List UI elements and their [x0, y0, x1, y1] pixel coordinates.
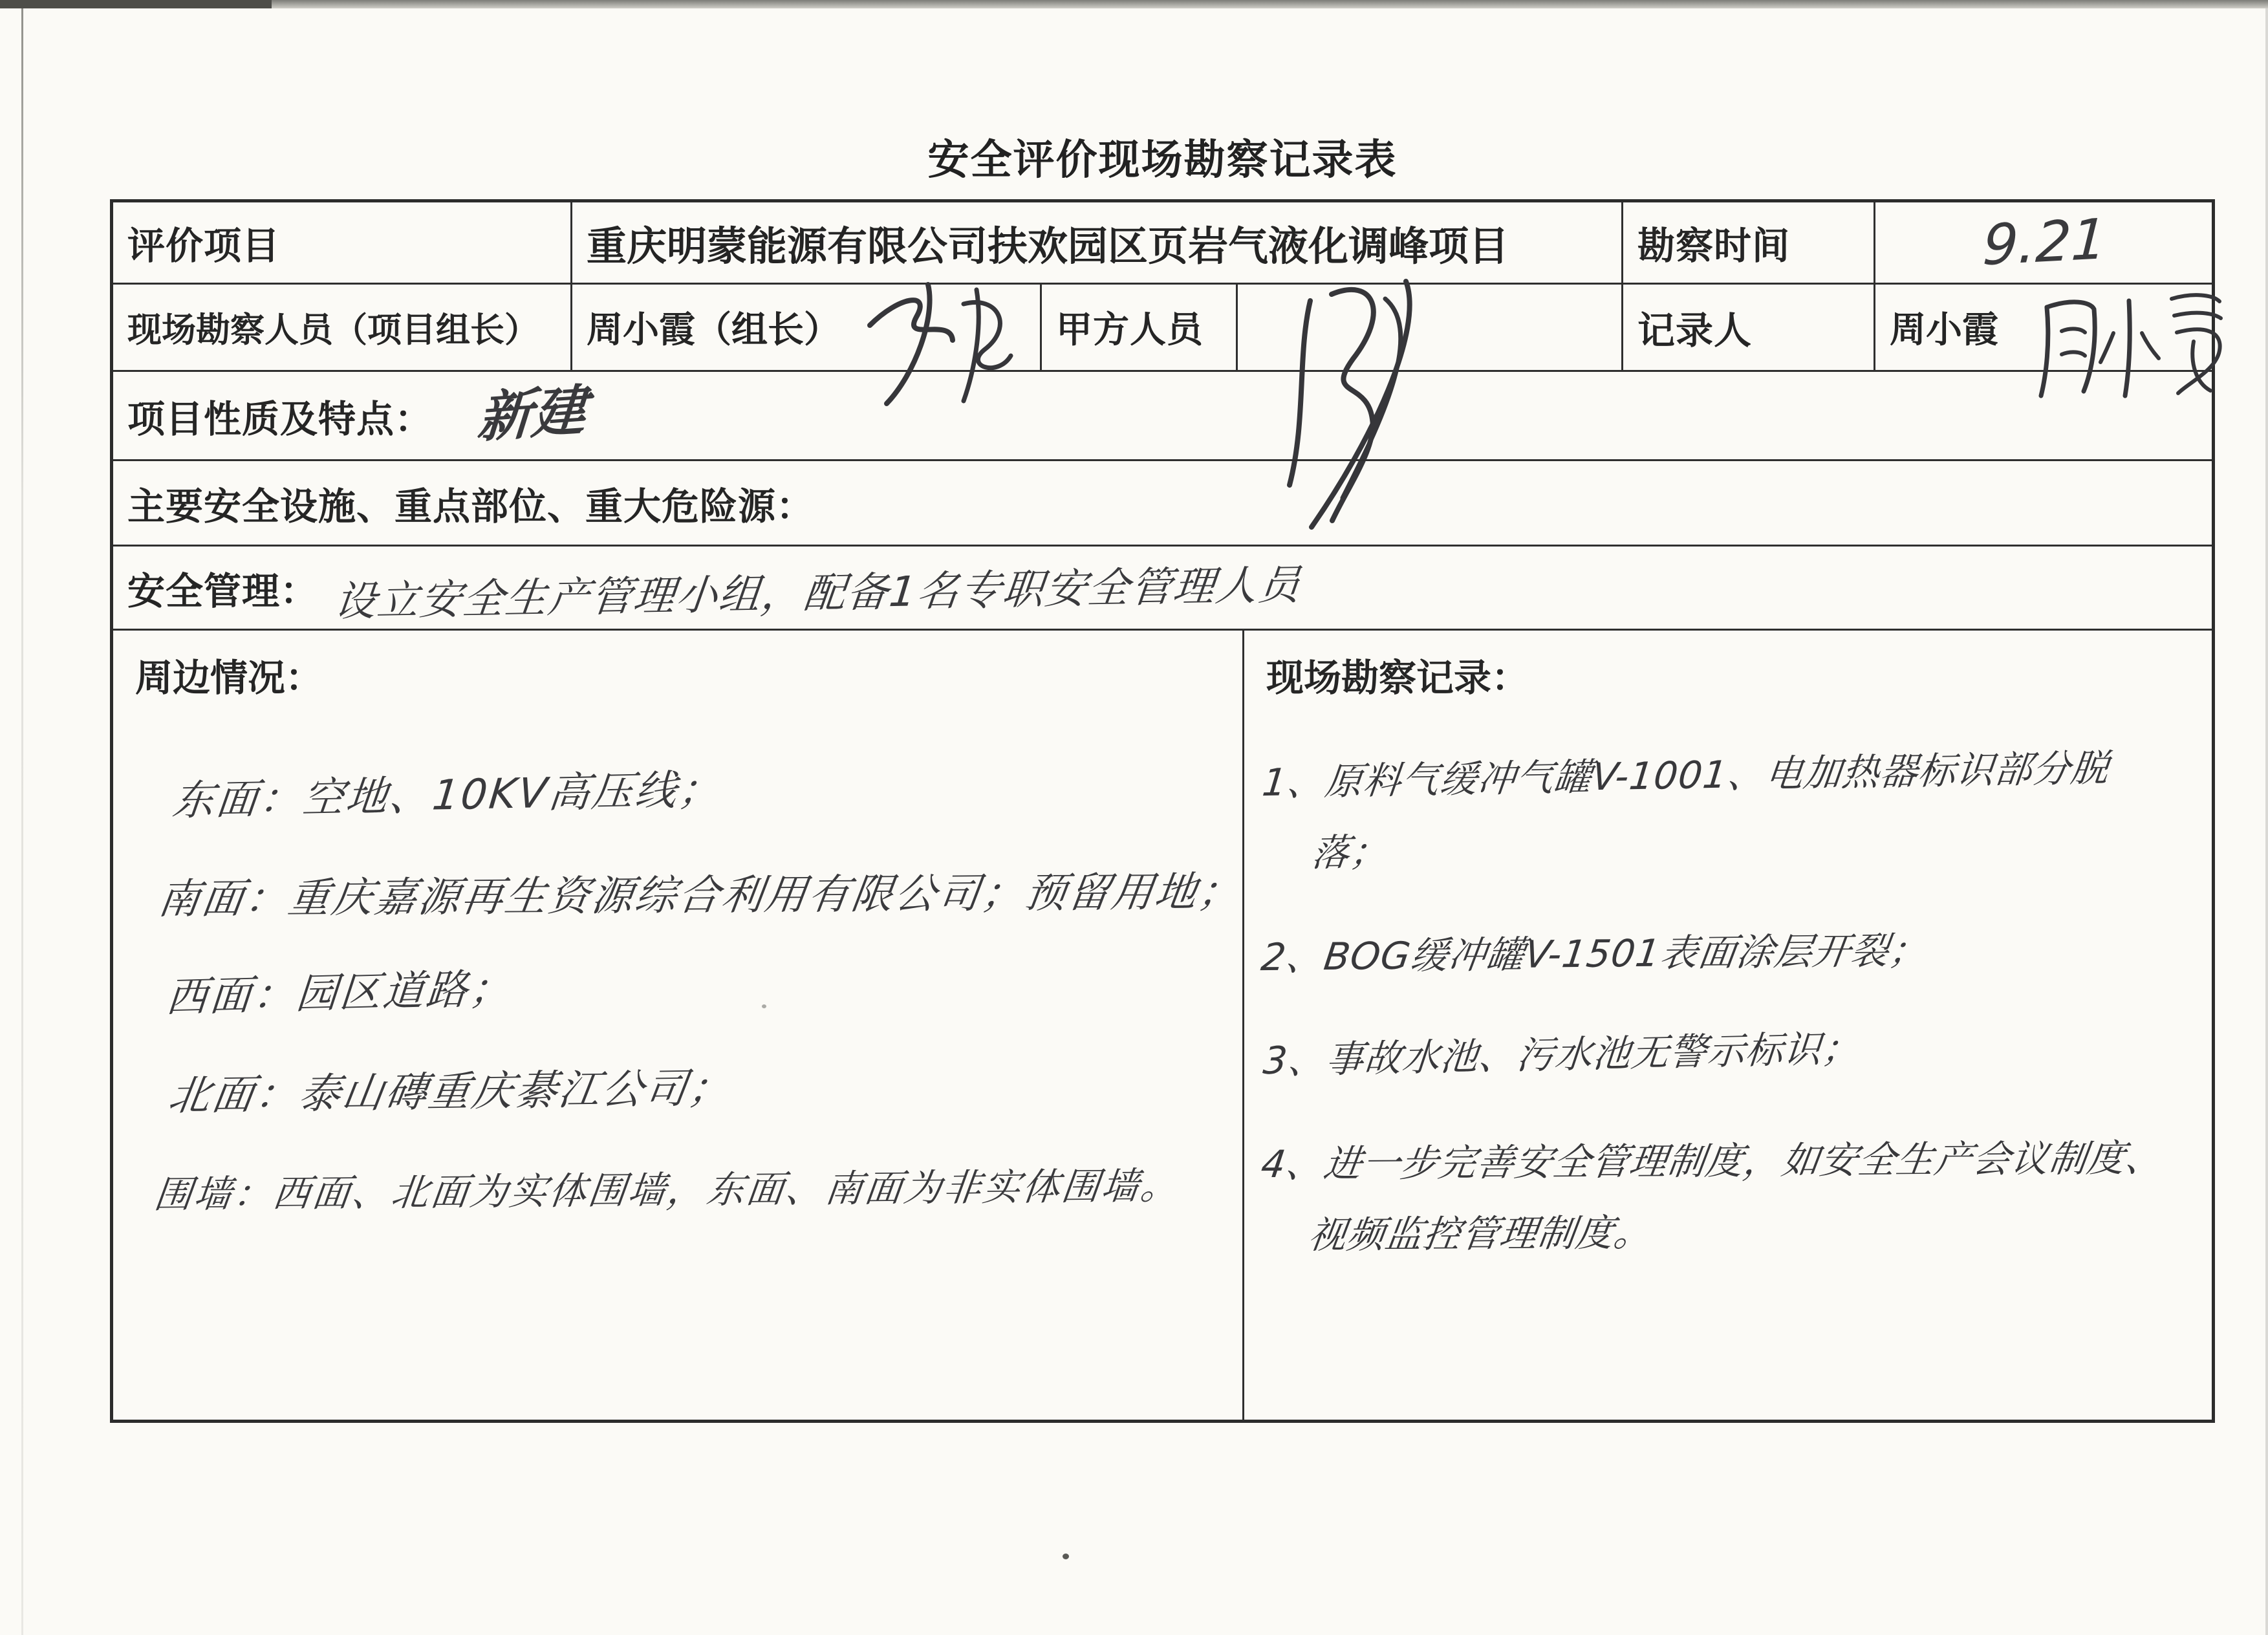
recorder-value: 周小霞 [1890, 310, 1998, 351]
surroundings-cell [113, 631, 1244, 1420]
survey-time-value: 9.21 [1981, 206, 2109, 279]
row-survey-personnel [113, 285, 2212, 372]
project-nature-cell [113, 372, 2212, 461]
recorder-label-cell [1623, 285, 1875, 372]
eval-project-value-cell [572, 202, 1623, 285]
row-bottom-columns [113, 631, 2212, 1420]
surroundings-line-west: 西面：园区道路； [164, 964, 515, 1023]
personnel-label: 现场勘察人员（项目组长） [127, 312, 539, 349]
scan-edge-top-dark [0, 0, 272, 8]
survey-item-4: 4、进一步完善安全管理制度，如安全生产会议制度、视频监控管理制度。 [1258, 1136, 2167, 1257]
scan-edge-right [2265, 8, 2268, 1635]
project-nature-value: 新建 [475, 378, 589, 450]
eval-project-label-cell [113, 202, 572, 285]
row-safety-management [113, 547, 2212, 631]
personnel-value-cell [572, 285, 1042, 372]
survey-time-value-cell [1875, 202, 2212, 285]
survey-item-2: 2、BOG缓冲罐V-1501表面涂层开裂； [1258, 928, 1930, 980]
eval-project-label: 评价项目 [127, 225, 281, 267]
survey-time-label: 勘察时间 [1637, 225, 1791, 267]
scan-edge-top [0, 0, 2268, 8]
recorder-value-cell [1875, 285, 2212, 372]
party-a-label: 甲方人员 [1056, 310, 1204, 351]
safety-facilities-cell [113, 461, 2212, 547]
project-nature-label: 项目性质及特点： [127, 398, 433, 440]
survey-item-1: 1、原料气缓冲气罐V-1001、电加热器标识部分脱落； [1260, 746, 2111, 875]
recorder-label: 记录人 [1637, 310, 1753, 352]
surroundings-notes [135, 752, 1245, 1244]
safety-facilities-label: 主要安全设施、重点部位、重大危险源： [127, 485, 815, 528]
surroundings-line-north: 北面：泰山磚重庆綦江公司； [165, 1064, 736, 1121]
safety-management-value: 设立安全生产管理小组，配备1名专职安全管理人员 [332, 561, 1304, 626]
row-project-nature [113, 372, 2212, 461]
surroundings-line-east: 东面：空地、10KV高压线； [170, 766, 724, 826]
surroundings-line-wall: 围墙：西面、北面为实体围墙，东面、南面为非实体围墙。 [152, 1164, 1183, 1217]
survey-item-3: 3、事故水池、污水池无警示标识； [1261, 1026, 1862, 1083]
scan-speck [1063, 1554, 1069, 1559]
surroundings-label: 周边情况： [135, 657, 323, 699]
party-a-label-cell [1042, 285, 1238, 372]
safety-management-label: 安全管理： [127, 570, 319, 612]
page-title: 安全评价现场勘察记录表 [927, 137, 1398, 183]
personnel-label-cell [113, 285, 572, 372]
survey-record-label: 现场勘察记录： [1266, 657, 1529, 699]
row-eval-project [113, 202, 2212, 285]
personnel-value: 周小霞（组长） [587, 310, 840, 351]
surroundings-line-south: 南面：重庆嘉源再生资源综合利用有限公司；预留用地； [155, 868, 1245, 924]
scan-edge-left [21, 8, 23, 1635]
survey-record-notes [1258, 746, 2192, 1271]
survey-time-label-cell [1623, 202, 1875, 285]
eval-project-value: 重庆明蒙能源有限公司扶欢园区页岩气液化调峰项目 [587, 224, 1509, 269]
safety-management-cell [113, 547, 2212, 631]
party-a-signature-cell [1238, 285, 1623, 372]
row-safety-facilities [113, 461, 2212, 547]
survey-record-cell [1244, 631, 2212, 1420]
record-table [110, 199, 2215, 1423]
